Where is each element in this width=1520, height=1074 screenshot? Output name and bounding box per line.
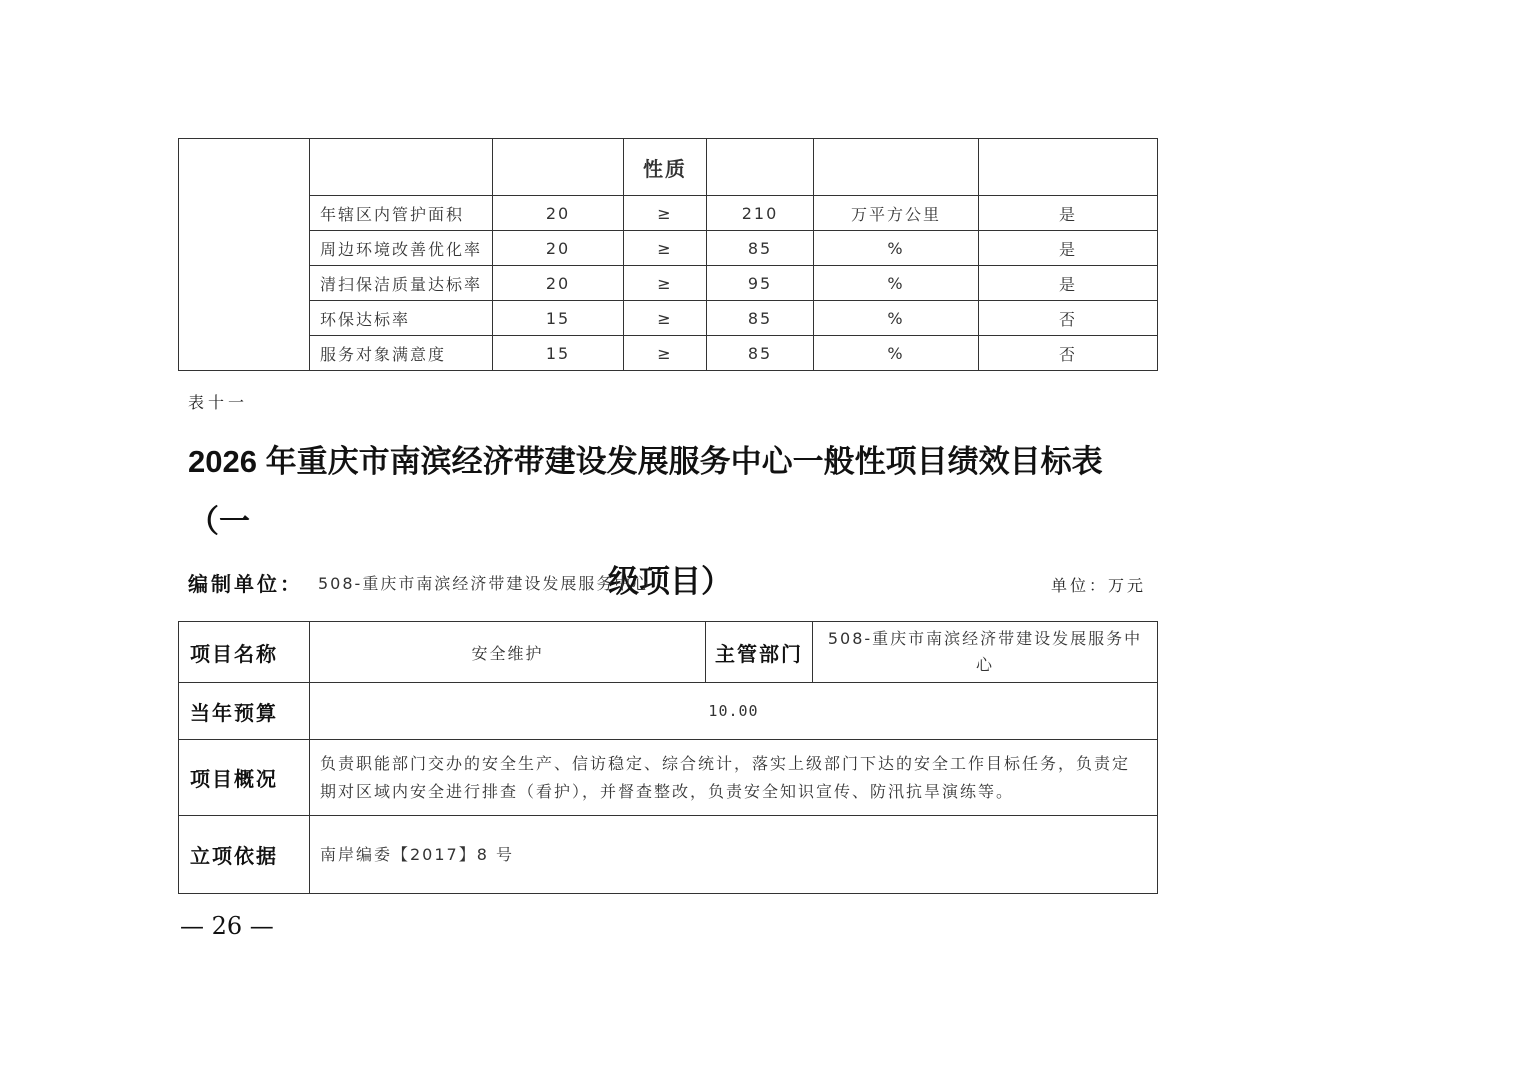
indicator-value: 85 [707, 231, 814, 266]
table-header-row [179, 139, 1158, 196]
indicator-value: 95 [707, 266, 814, 301]
indicator-operator: ≥ [624, 301, 707, 336]
indicator-operator: ≥ [624, 231, 707, 266]
indicator-name: 环保达标率 [310, 301, 493, 336]
table-row [179, 683, 1158, 740]
indicator-operator: ≥ [624, 336, 707, 371]
table-row [179, 336, 1158, 371]
basis-label: 立项依据 [179, 816, 310, 894]
indicator-core: 是 [979, 196, 1158, 231]
indicator-value: 85 [707, 301, 814, 336]
title-line-2: 级项目） [608, 564, 732, 599]
indicator-weight: 15 [493, 336, 624, 371]
indicator-unit: % [814, 266, 979, 301]
table-caption: 表十一 [188, 393, 249, 412]
overview-text: 负责职能部门交办的安全生产、信访稳定、综合统计，落实上级部门下达的安全工作目标任务，负责定期对区域内安全进行排查（看护），并督查整改，负责安全知识宣传、防汛抗旱演练等。 [310, 740, 1158, 816]
indicator-value: 85 [707, 336, 814, 371]
overview-label: 项目概况 [179, 740, 310, 816]
indicator-weight: 15 [493, 301, 624, 336]
indicator-name: 清扫保洁质量达标率 [310, 266, 493, 301]
compile-unit-label: 编制单位： [188, 572, 303, 596]
indicator-name: 周边环境改善优化率 [310, 231, 493, 266]
indicator-operator: ≥ [624, 266, 707, 301]
project-name-label: 项目名称 [179, 622, 310, 683]
title-line-1: 2026 年重庆市南滨经济带建设发展服务中心一般性项目绩效目标表（一 [188, 444, 1103, 539]
table-row [179, 266, 1158, 301]
indicator-unit: % [814, 301, 979, 336]
budget-value: 10.00 [310, 683, 1158, 740]
table-row [179, 816, 1158, 894]
dept-label: 主管部门 [706, 622, 813, 683]
basis-text: 南岸编委【2017】8 号 [310, 816, 1158, 894]
project-info-table [178, 621, 1158, 894]
indicator-weight: 20 [493, 231, 624, 266]
performance-indicator-table [178, 138, 1158, 371]
indicator-name: 年辖区内管护面积 [310, 196, 493, 231]
compile-unit-line [188, 568, 1146, 598]
indicator-core: 是 [979, 231, 1158, 266]
table-row [179, 196, 1158, 231]
indicator-value: 210 [707, 196, 814, 231]
indicator-unit: % [814, 231, 979, 266]
table-row [179, 622, 1158, 683]
indicator-core: 否 [979, 301, 1158, 336]
merged-category-cell [179, 139, 310, 371]
currency-unit: 单位：万元 [1050, 576, 1146, 595]
indicator-unit: 万平方公里 [814, 196, 979, 231]
header-nature-cell: 性质 [624, 139, 707, 196]
table-row [179, 740, 1158, 816]
indicator-name: 服务对象满意度 [310, 336, 493, 371]
dept-value: 508-重庆市南滨经济带建设发展服务中心 [813, 622, 1158, 683]
indicator-weight: 20 [493, 266, 624, 301]
table-row [179, 301, 1158, 336]
project-name-value: 安全维护 [310, 622, 706, 683]
compile-unit-value: 508-重庆市南滨经济带建设发展服务中心 [318, 574, 651, 593]
table-row [179, 231, 1158, 266]
indicator-operator: ≥ [624, 196, 707, 231]
page-number: — 26 — [180, 912, 274, 940]
indicator-core: 是 [979, 266, 1158, 301]
budget-label: 当年预算 [179, 683, 310, 740]
indicator-core: 否 [979, 336, 1158, 371]
indicator-weight: 20 [493, 196, 624, 231]
indicator-unit: % [814, 336, 979, 371]
